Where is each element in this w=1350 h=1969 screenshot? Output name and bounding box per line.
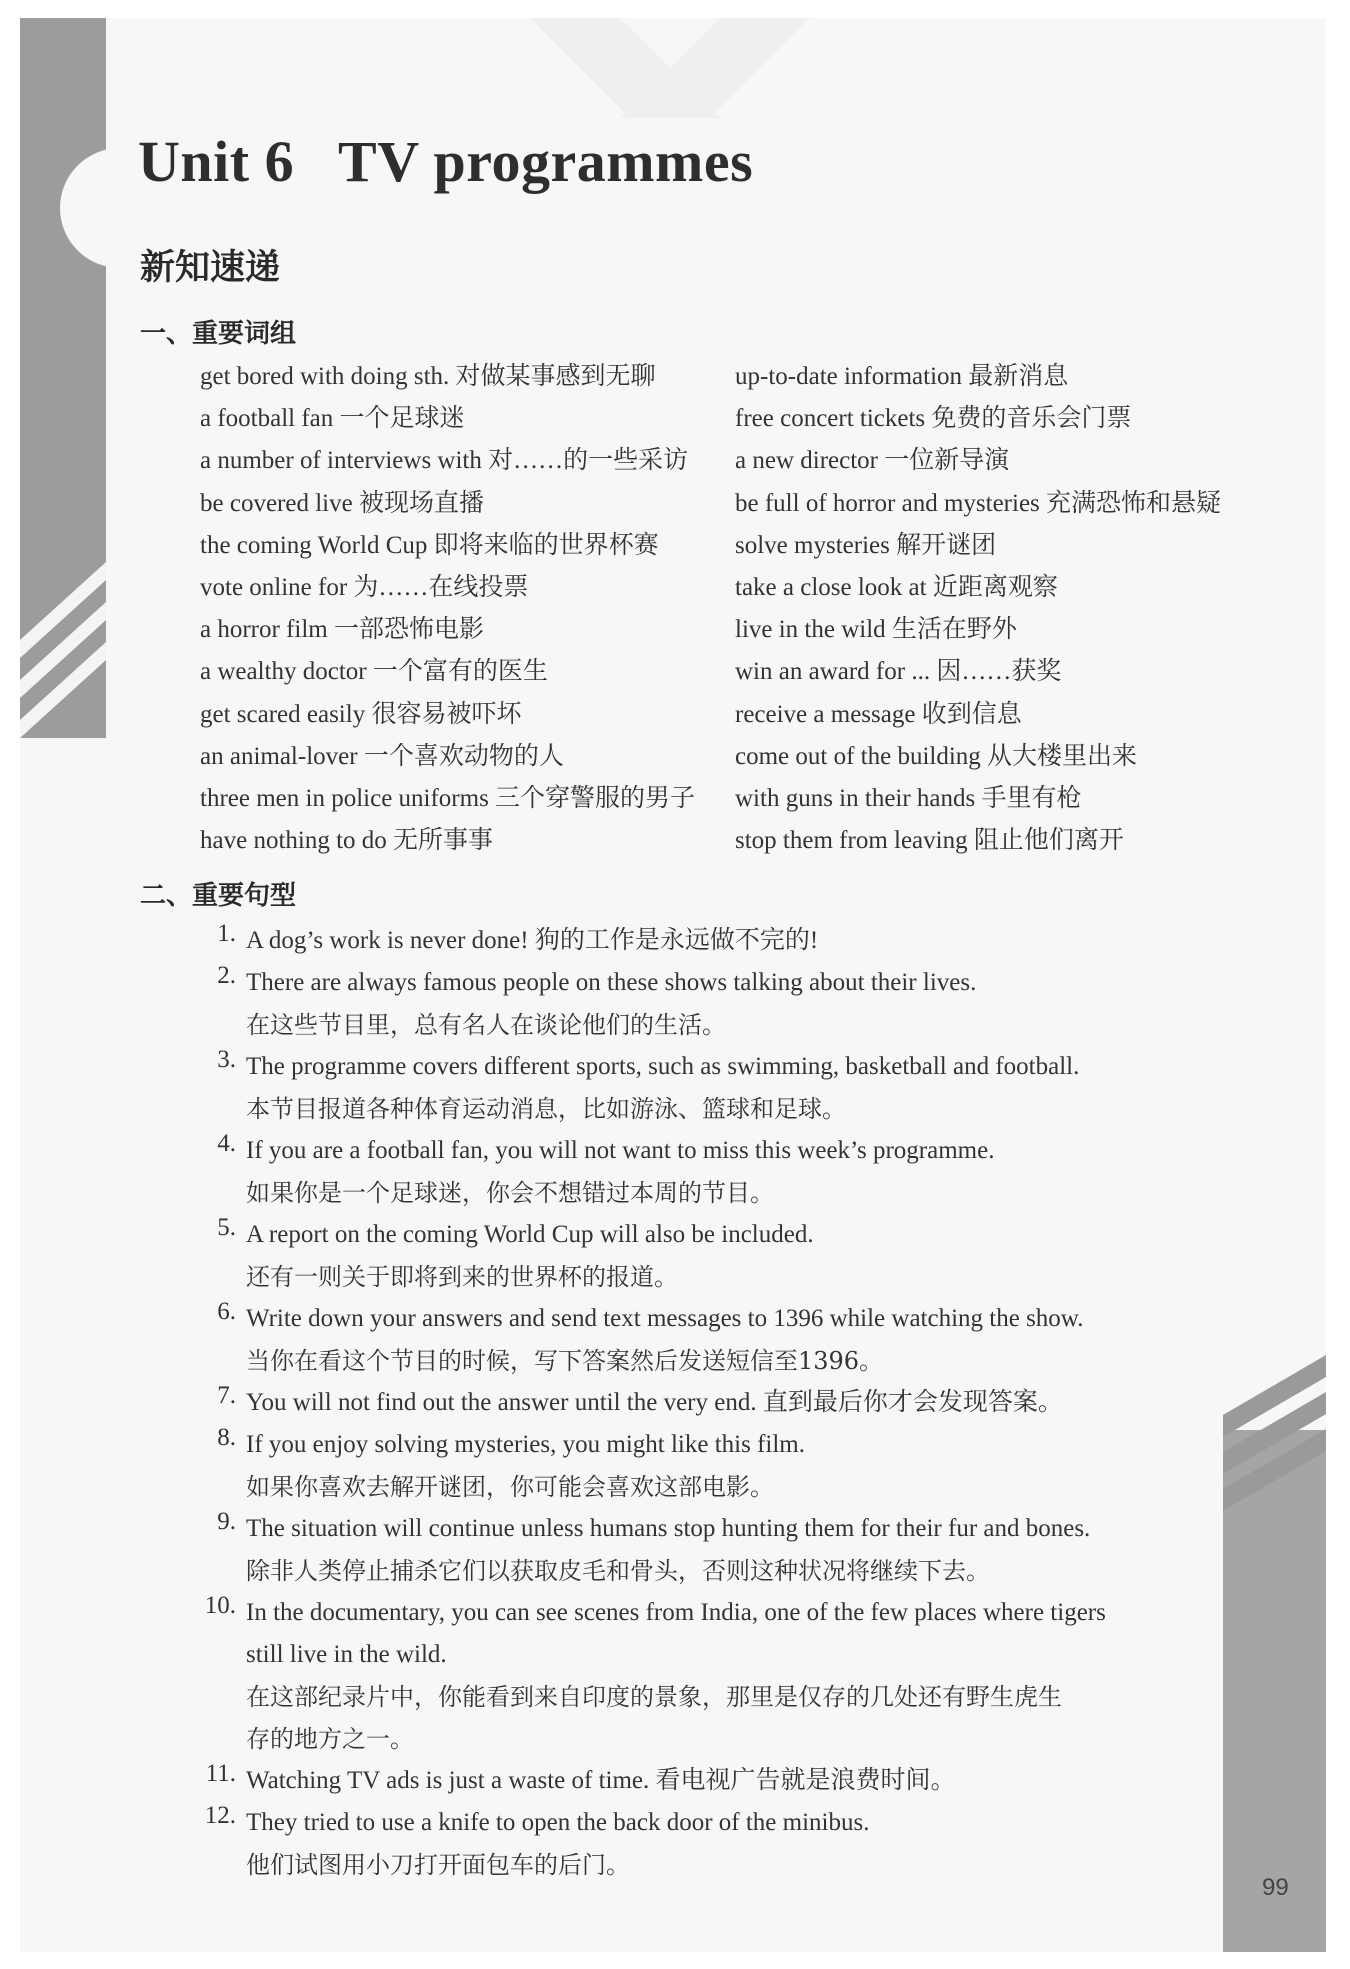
sentence-item [196, 1508, 1106, 1592]
sentence-number: 11. [205, 1760, 236, 1787]
sentence-item [196, 1592, 1106, 1760]
sentence-text: If you enjoy solving mysteries, you might like this film. [246, 1431, 805, 1458]
sentence-text: They tried to use a knife to open the back door of the minibus. [246, 1809, 870, 1836]
sentence-number: 10. [204, 1592, 236, 1619]
sentence-translation: 他们试图用小刀打开面包车的后门。 [246, 1851, 630, 1879]
sentence-text: Write down your answers and send text messages to 1396 while watching the show. [246, 1305, 1084, 1332]
sentence-text: You will not find out the answer until the very end. 直到最后你才会发现答案。 [246, 1389, 1063, 1416]
sentence-number: 6. [217, 1298, 236, 1325]
sentence-translation: 如果你喜欢去解开谜团，你可能会喜欢这部电影。 [246, 1473, 774, 1501]
section-title: 新知速递 [140, 248, 281, 288]
sentence-item [196, 1130, 1106, 1214]
phrase-item: vote online for 为……在线投票 [200, 573, 529, 601]
sentence-text: If you are a football fan, you will not want to miss this week’s programme. [246, 1137, 995, 1164]
sentence-number: 5. [217, 1214, 236, 1241]
page-number: 99 [1262, 1874, 1289, 1901]
phrase-item: free concert tickets 免费的音乐会门票 [735, 405, 1132, 433]
phrase-item: a new director 一位新导演 [735, 447, 1010, 475]
sentence-text: The programme covers different sports, such as swimming, basketball and football. [246, 1053, 1080, 1080]
sentence-list [196, 920, 1106, 1886]
phrase-item: get bored with doing sth. 对做某事感到无聊 [200, 363, 656, 390]
sentence-number: 7. [217, 1382, 236, 1409]
phrase-item: a football fan 一个足球迷 [200, 405, 465, 433]
sentence-number: 12. [204, 1802, 236, 1829]
phrases-heading: 一、重要词组 [140, 319, 297, 349]
sentence-translation: 存的地方之一。 [246, 1725, 414, 1753]
phrase-item: come out of the building 从大楼里出来 [735, 742, 1138, 770]
sentence-item [196, 1214, 1106, 1298]
sentence-translation: 除非人类停止捕杀它们以获取皮毛和骨头，否则这种状况将继续下去。 [246, 1557, 990, 1585]
phrase-item: get scared easily 很容易被吓坏 [200, 700, 522, 728]
phrase-item: up-to-date information 最新消息 [735, 363, 1069, 390]
phrase-item: take a close look at 近距离观察 [735, 573, 1058, 601]
unit-title: Unit 6 TV programmes [138, 129, 754, 194]
sentence-number: 2. [217, 962, 236, 989]
phrase-item: have nothing to do 无所事事 [200, 827, 494, 855]
sentence-item [196, 1298, 1106, 1382]
phrase-item: receive a message 收到信息 [735, 700, 1022, 728]
phrase-item: with guns in their hands 手里有枪 [735, 784, 1082, 812]
phrase-item: live in the wild 生活在野外 [735, 616, 1017, 644]
phrase-item: three men in police uniforms 三个穿警服的男子 [200, 784, 696, 812]
sentence-item [196, 1382, 1106, 1424]
phrase-item: win an award for ... 因……获奖 [735, 658, 1062, 686]
sentence-translation: 本节目报道各种体育运动消息，比如游泳、篮球和足球。 [246, 1095, 846, 1123]
sentence-item [196, 962, 1106, 1046]
sentence-translation: 如果你是一个足球迷，你会不想错过本周的节目。 [246, 1179, 774, 1207]
sentence-text: The situation will continue unless humans stop hunting them for their fur and bones. [246, 1515, 1091, 1542]
phrase-item: a horror film 一部恐怖电影 [200, 616, 484, 644]
sentence-item [196, 1046, 1106, 1130]
phrase-item: be covered live 被现场直播 [200, 489, 484, 517]
sentence-text: There are always famous people on these shows talking about their lives. [246, 969, 977, 996]
phrase-list-right [735, 356, 1221, 862]
phrase-item: the coming World Cup 即将来临的世界杯赛 [200, 531, 659, 559]
sentence-item [196, 920, 1106, 962]
phrase-item: a number of interviews with 对……的一些采访 [200, 447, 689, 475]
sentence-item [196, 1760, 1106, 1802]
phrase-item: a wealthy doctor 一个富有的医生 [200, 658, 548, 686]
phrase-item: be full of horror and mysteries 充满恐怖和悬疑 [735, 489, 1222, 517]
phrase-list-left [200, 356, 695, 862]
sentence-text: still live in the wild. [246, 1641, 447, 1668]
sentence-number: 1. [217, 920, 236, 947]
sentence-number: 4. [217, 1130, 236, 1157]
sentence-item [196, 1424, 1106, 1508]
sentences-heading: 二、重要句型 [140, 881, 297, 911]
phrase-item: an animal-lover 一个喜欢动物的人 [200, 742, 564, 770]
sentence-translation: 还有一则关于即将到来的世界杯的报道。 [246, 1263, 678, 1291]
sentence-number: 8. [217, 1424, 236, 1451]
sentence-text: A dog’s work is never done! 狗的工作是永远做不完的! [246, 927, 819, 954]
sentence-number: 9. [217, 1508, 236, 1535]
sentence-translation: 当你在看这个节目的时候，写下答案然后发送短信至1396。 [246, 1347, 884, 1375]
sentence-item [196, 1802, 1106, 1886]
sentence-text: A report on the coming World Cup will also be included. [246, 1221, 814, 1248]
sentence-number: 3. [217, 1046, 236, 1073]
sentence-text: Watching TV ads is just a waste of time. 看电视广告就是浪费时间。 [246, 1767, 956, 1794]
sentence-translation: 在这些节目里，总有名人在谈论他们的生活。 [246, 1011, 726, 1039]
sentence-translation: 在这部纪录片中，你能看到来自印度的景象，那里是仅存的几处还有野生虎生 [246, 1683, 1062, 1711]
phrase-item: solve mysteries 解开谜团 [735, 531, 997, 559]
sentence-text: In the documentary, you can see scenes from India, one of the few places where tigers [246, 1599, 1106, 1626]
phrase-item: stop them from leaving 阻止他们离开 [735, 827, 1124, 855]
